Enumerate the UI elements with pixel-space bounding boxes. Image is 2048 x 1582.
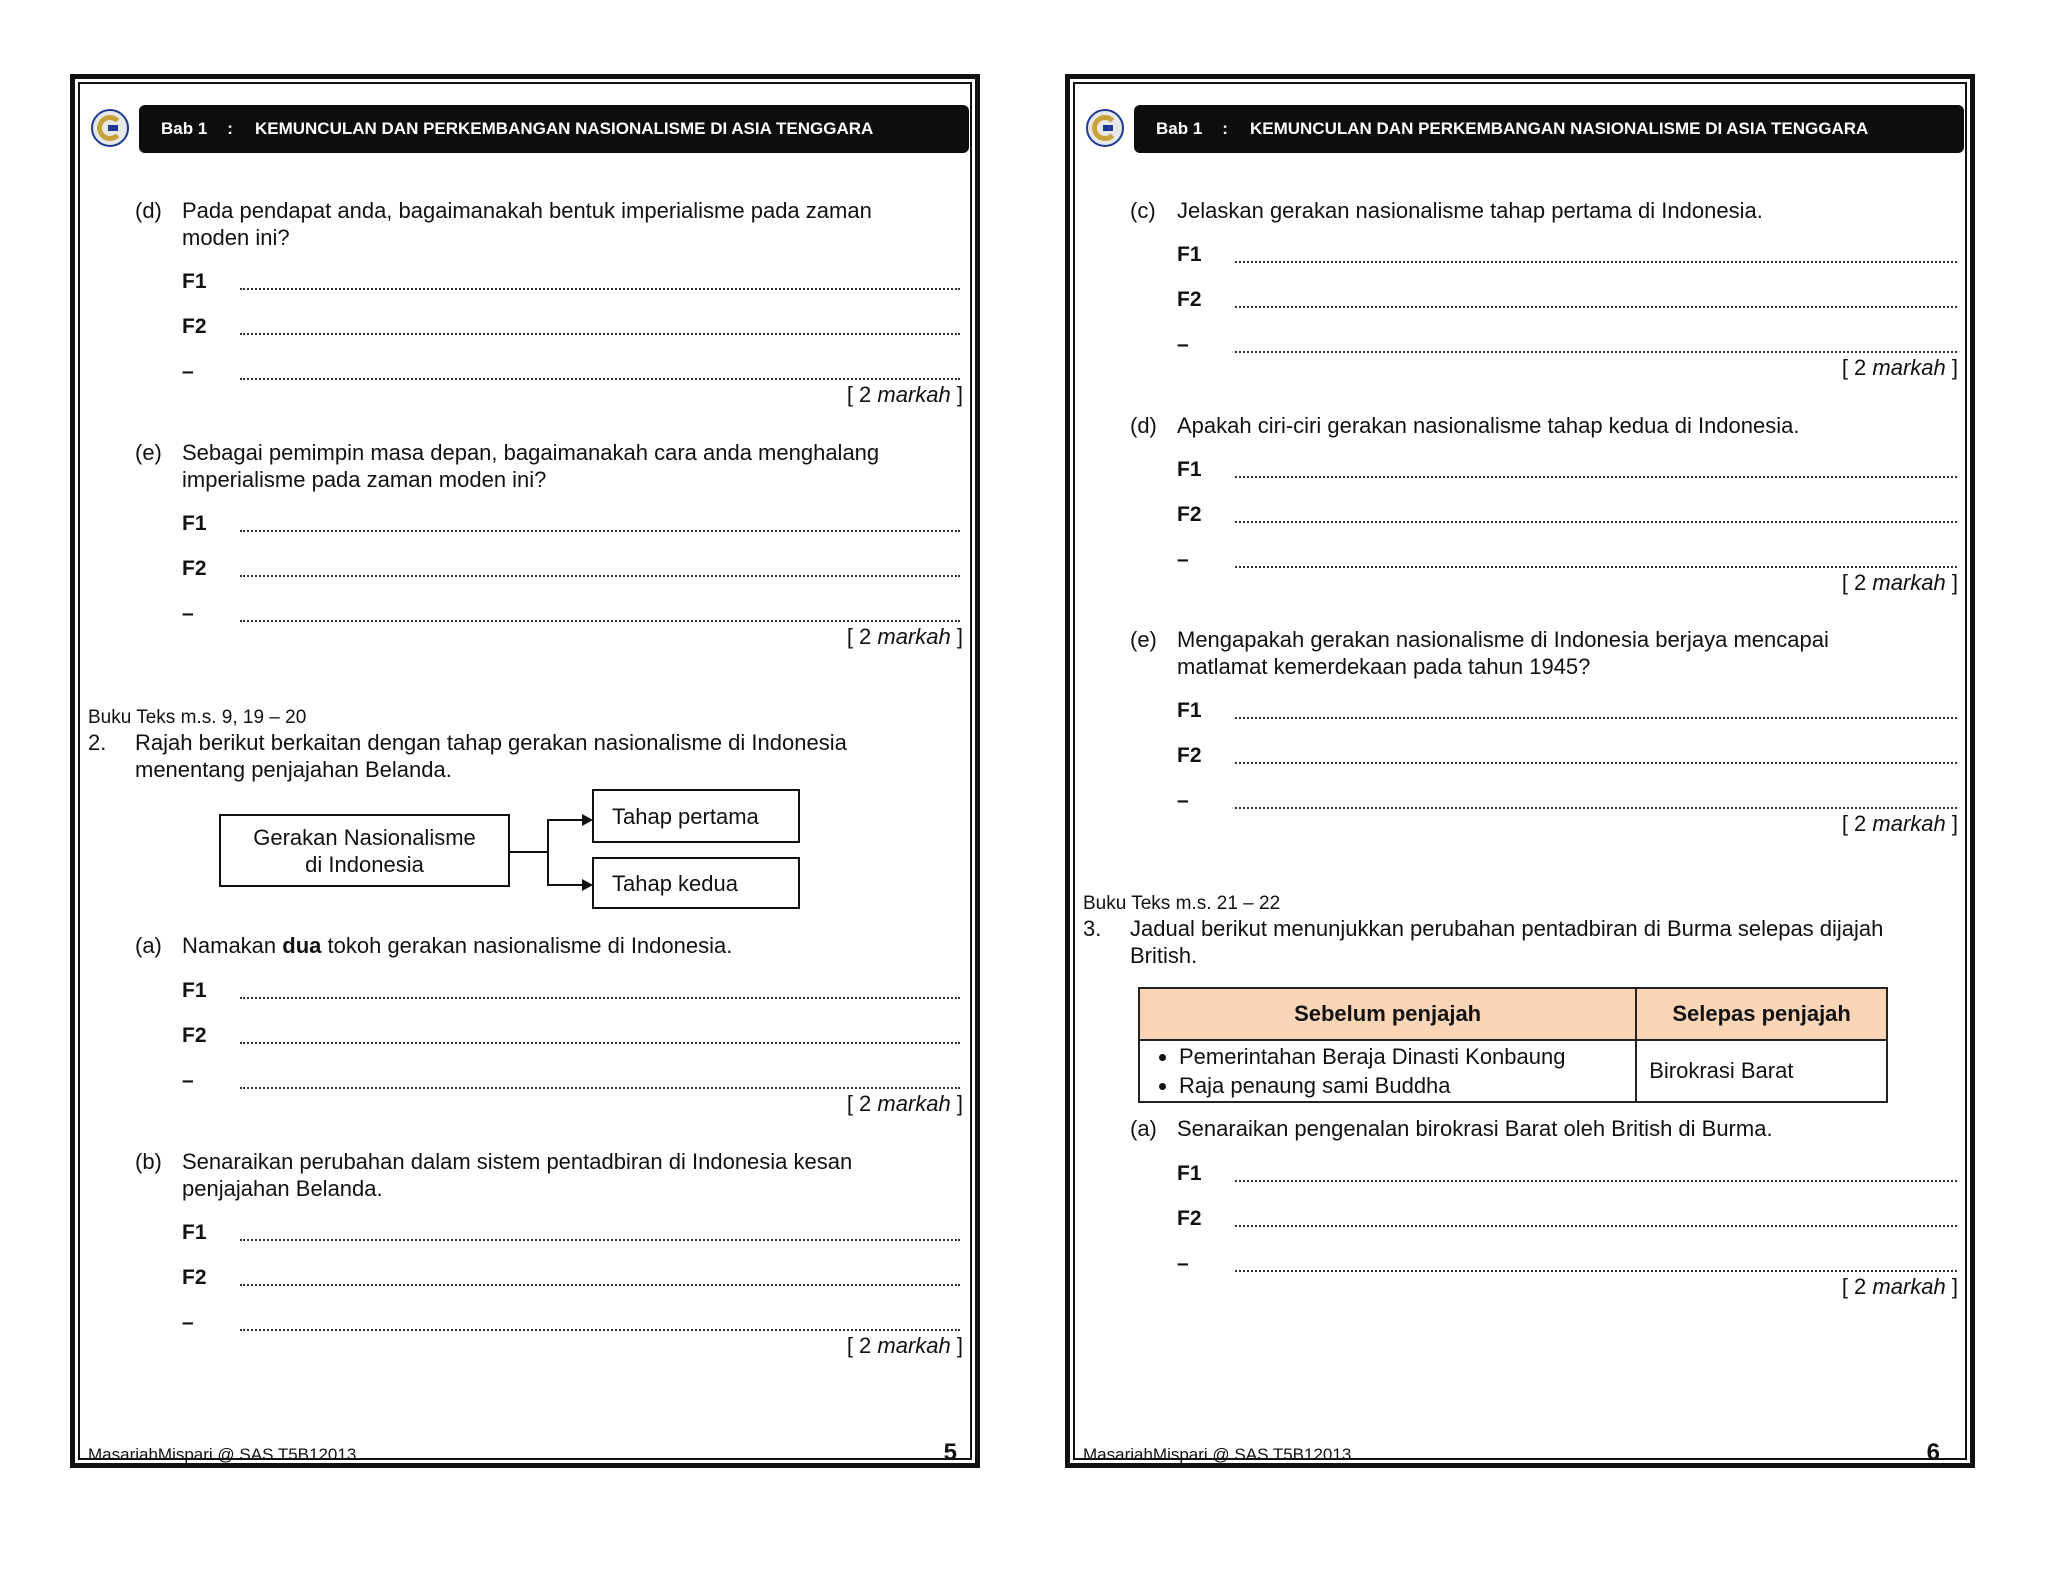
worksheet-page-5 (70, 74, 980, 1468)
list-item: • Raja penaung sami Buddha (1179, 1071, 1634, 1100)
answer-label-dash: – (1177, 333, 1189, 356)
diagram-stage1-box: Tahap pertama (592, 789, 800, 843)
answer-line[interactable] (240, 1284, 960, 1286)
answer-label-f2: F2 (1177, 1207, 1202, 1230)
textbook-reference: Buku Teks m.s. 9, 19 – 20 (88, 707, 307, 728)
marks-label: [ 2 markah ] (846, 382, 963, 407)
question-text: Pada pendapat anda, bagaimanakah bentuk imperialisme pada zaman (182, 198, 872, 223)
answer-label-f2: F2 (1177, 288, 1202, 311)
answer-line[interactable] (240, 1042, 960, 1044)
answer-label-dash: – (182, 602, 194, 625)
diagram-connector (547, 884, 583, 886)
marks-label: [ 2 markah ] (1841, 570, 1958, 595)
answer-label-f1: F1 (182, 512, 207, 535)
table-row (1139, 1040, 1887, 1102)
worksheet-page-6 (1065, 74, 1975, 1468)
question-text: Senaraikan pengenalan birokrasi Barat oleh British di Burma. (1177, 1116, 1773, 1141)
question-letter: (e) (1130, 627, 1157, 652)
diagram-stage2-box: Tahap kedua (592, 857, 800, 909)
diagram-connector (547, 819, 583, 821)
diagram-connector (510, 851, 548, 853)
chapter-number: Bab 1 (1156, 119, 1203, 138)
answer-label-f2: F2 (182, 1024, 207, 1047)
answer-label-f1: F1 (182, 270, 207, 293)
answer-line[interactable] (240, 620, 960, 622)
answer-label-dash: – (1177, 548, 1189, 571)
answer-line[interactable] (1235, 566, 1957, 568)
answer-line[interactable] (240, 1329, 960, 1331)
page-footer: MasariahMispari @ SAS T5B12013 (88, 1445, 357, 1464)
question-text: Mengapakah gerakan nasionalisme di Indonesia berjaya mencapai (1177, 627, 1829, 652)
question-number: 2. (88, 730, 107, 755)
marks-label: [ 2 markah ] (1841, 355, 1958, 380)
school-logo-icon (1086, 109, 1124, 147)
question-letter: (d) (135, 198, 162, 223)
answer-label-dash: – (182, 1311, 194, 1334)
question-text: Jadual berikut menunjukkan perubahan pentadbiran di Burma selepas dijajah (1130, 916, 1884, 941)
answer-line[interactable] (1235, 261, 1957, 263)
table-cell-before (1139, 1040, 1636, 1102)
list-item: • Pemerintahan Beraja Dinasti Konbaung (1179, 1042, 1634, 1071)
chapter-title: KEMUNCULAN DAN PERKEMBANGAN NASIONALISME DI ASIA TENGGARA (1249, 119, 1869, 138)
answer-label-f2: F2 (1177, 744, 1202, 767)
question-text: matlamat kemerdekaan pada tahun 1945? (1177, 654, 1591, 679)
question-text: Senaraikan perubahan dalam sistem pentadbiran di Indonesia kesan (182, 1149, 853, 1174)
answer-label-dash: – (182, 360, 194, 383)
question-letter: (e) (135, 440, 162, 465)
question-letter: (d) (1130, 413, 1157, 438)
answer-line[interactable] (240, 1087, 960, 1089)
answer-label-dash: – (1177, 1252, 1189, 1275)
marks-label: [ 2 markah ] (846, 1091, 963, 1116)
answer-label-f2: F2 (182, 315, 207, 338)
answer-label-f1: F1 (182, 1221, 207, 1244)
marks-label: [ 2 markah ] (846, 1333, 963, 1358)
answer-line[interactable] (1235, 762, 1957, 764)
answer-line[interactable] (1235, 717, 1957, 719)
answer-label-f1: F1 (1177, 1162, 1202, 1185)
diagram-main-box: Gerakan Nasionalisme di Indonesia (219, 814, 510, 887)
answer-label-dash: – (182, 1069, 194, 1092)
page-number: 6 (1926, 1439, 1940, 1466)
answer-line[interactable] (1235, 1270, 1957, 1272)
question-text: Apakah ciri-ciri gerakan nasionalisme tahap kedua di Indonesia. (1177, 413, 1800, 438)
page-footer: MasariahMispari @ SAS T5B12013 (1083, 1445, 1352, 1464)
answer-line[interactable] (1235, 476, 1957, 478)
answer-label-dash: – (1177, 789, 1189, 812)
question-number: 3. (1083, 916, 1102, 941)
textbook-reference: Buku Teks m.s. 21 – 22 (1083, 893, 1281, 914)
chapter-title: KEMUNCULAN DAN PERKEMBANGAN NASIONALISME DI ASIA TENGGARA (254, 119, 874, 138)
page-number: 5 (943, 1439, 957, 1466)
chapter-header: Bab 1 : KEMUNCULAN DAN PERKEMBANGAN NASIONALISME DI ASIA TENGGARA (1134, 105, 1964, 153)
question-letter: (b) (135, 1149, 162, 1174)
answer-line[interactable] (240, 530, 960, 532)
answer-line[interactable] (1235, 521, 1957, 523)
answer-label-f2: F2 (182, 557, 207, 580)
question-letter: (a) (135, 933, 162, 958)
question-letter: (c) (1130, 198, 1156, 223)
answer-line[interactable] (1235, 1180, 1957, 1182)
answer-label-f2: F2 (182, 1266, 207, 1289)
question-text: moden ini? (182, 225, 290, 250)
question-text: Namakan dua tokoh gerakan nasionalisme di Indonesia. (182, 933, 733, 958)
answer-line[interactable] (1235, 351, 1957, 353)
answer-line[interactable] (240, 1239, 960, 1241)
table-header-row (1139, 988, 1887, 1040)
chapter-header: Bab 1 : KEMUNCULAN DAN PERKEMBANGAN NASIONALISME DI ASIA TENGGARA (139, 105, 969, 153)
answer-line[interactable] (240, 997, 960, 999)
answer-line[interactable] (240, 575, 960, 577)
table-header-before: Sebelum penjajah (1139, 988, 1636, 1040)
answer-label-f1: F1 (1177, 458, 1202, 481)
question-text: British. (1130, 943, 1198, 968)
table-header-after: Selepas penjajah (1636, 988, 1887, 1040)
question-text: Jelaskan gerakan nasionalisme tahap pertama di Indonesia. (1177, 198, 1763, 223)
answer-line[interactable] (240, 333, 960, 335)
question-text: menentang penjajahan Belanda. (135, 757, 452, 782)
answer-line[interactable] (240, 378, 960, 380)
answer-label-f1: F1 (1177, 699, 1202, 722)
question-text: imperialisme pada zaman moden ini? (182, 467, 547, 492)
answer-line[interactable] (1235, 306, 1957, 308)
marks-label: [ 2 markah ] (846, 624, 963, 649)
answer-line[interactable] (1235, 807, 1957, 809)
diagram-connector (547, 819, 549, 885)
question-letter: (a) (1130, 1116, 1157, 1141)
comparison-table (1138, 987, 1888, 1103)
question-text: Rajah berikut berkaitan dengan tahap gerakan nasionalisme di Indonesia (135, 730, 847, 755)
answer-label-f1: F1 (182, 979, 207, 1002)
marks-label: [ 2 markah ] (1841, 811, 1958, 836)
table-cell-after: Birokrasi Barat (1636, 1040, 1887, 1102)
chapter-number: Bab 1 (161, 119, 208, 138)
answer-line[interactable] (1235, 1225, 1957, 1227)
marks-label: [ 2 markah ] (1841, 1274, 1958, 1299)
answer-line[interactable] (240, 288, 960, 290)
school-logo-icon (91, 109, 129, 147)
question-text: penjajahan Belanda. (182, 1176, 383, 1201)
answer-label-f2: F2 (1177, 503, 1202, 526)
answer-label-f1: F1 (1177, 243, 1202, 266)
question-text: Sebagai pemimpin masa depan, bagaimanakah cara anda menghalang (182, 440, 880, 465)
